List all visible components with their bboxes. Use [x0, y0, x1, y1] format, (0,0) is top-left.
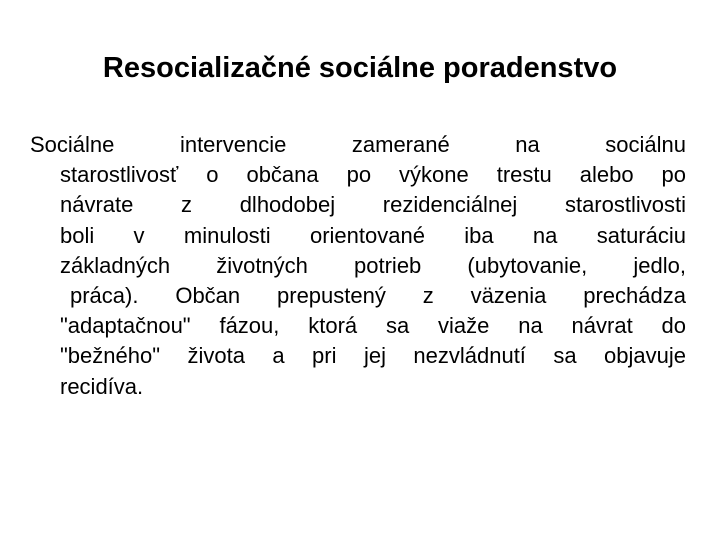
body-line: boli v minulosti orientované iba na saturáciu	[60, 222, 686, 248]
body-line: návrate z dlhodobej rezidenciálnej starostlivosti	[60, 192, 686, 218]
body-line: Sociálne intervencie zamerané na sociálnu	[30, 132, 686, 157]
slide-body-text	[30, 130, 686, 402]
body-line: starostlivosť o občana po výkone trestu alebo po	[60, 162, 686, 188]
body-line: práca). Občan prepustený z väzenia prechádza	[70, 282, 686, 308]
body-line: "adaptačnou" fázou, ktorá sa viaže na návrat do	[60, 313, 686, 339]
slide-title: Resocializačné sociálne poradenstvo	[102, 52, 618, 84]
body-line: recidíva.	[60, 373, 144, 399]
body-line: "bežného" života a pri jej nezvládnutí sa objavuje	[60, 343, 686, 369]
body-line: základných životných potrieb (ubytovanie, jedlo,	[60, 252, 686, 278]
